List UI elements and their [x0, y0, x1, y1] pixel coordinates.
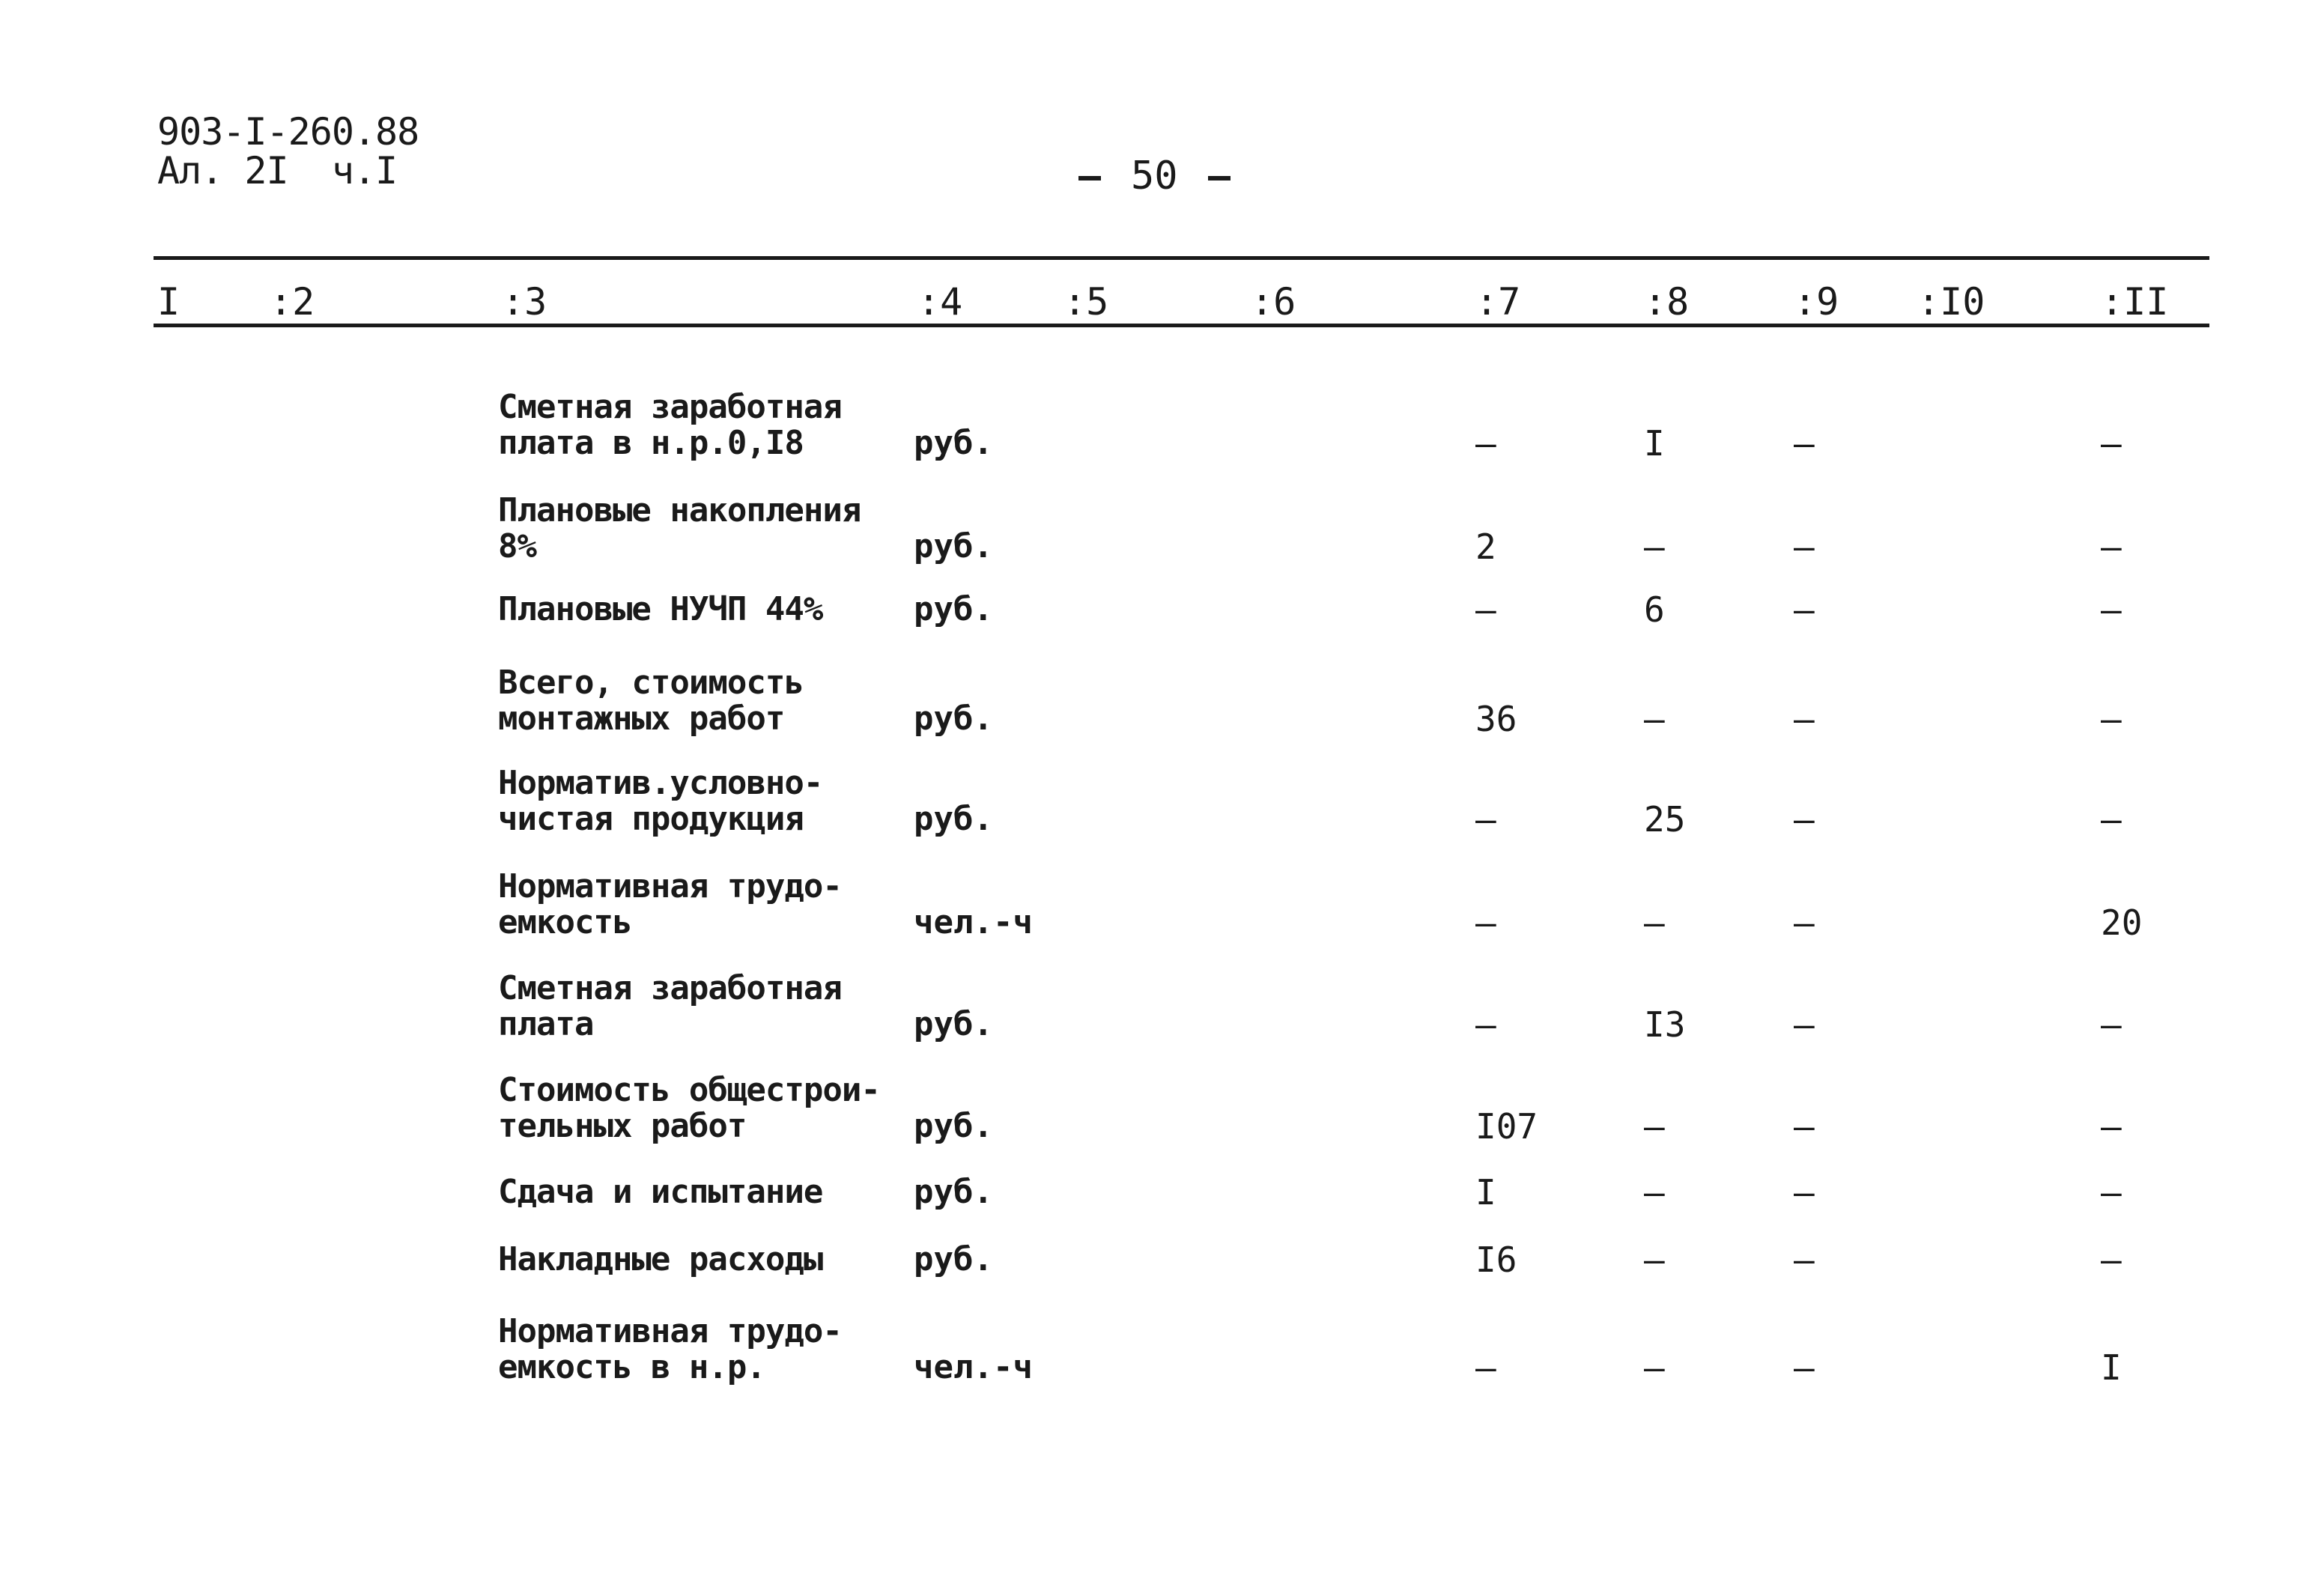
- cell-c9: –: [1794, 799, 1815, 840]
- cell-c9: –: [1794, 1004, 1815, 1045]
- cell-c8: –: [1644, 1106, 1665, 1147]
- cell-c8: I: [1644, 423, 1665, 464]
- cell-c7: I: [1475, 1172, 1496, 1213]
- cell-c8: –: [1644, 1240, 1665, 1280]
- cell-c9: –: [1794, 1106, 1815, 1147]
- page-number-value: 50: [1131, 154, 1178, 198]
- column-header-6: :6: [1251, 280, 1296, 324]
- cell-c7: I6: [1475, 1240, 1517, 1280]
- row-label: Сметная заработная плата: [498, 969, 842, 1043]
- cell-c8: I3: [1644, 1004, 1686, 1045]
- cell-c11: I: [2101, 1347, 2122, 1388]
- cell-c8: 6: [1644, 589, 1665, 630]
- cell-c7: –: [1475, 902, 1496, 943]
- row-unit: руб.: [914, 1107, 993, 1145]
- cell-c11: –: [2101, 527, 2122, 567]
- cell-c7: 36: [1475, 699, 1517, 739]
- document-code-line-1: 903-I-260.88: [157, 110, 419, 154]
- cell-c7: I07: [1475, 1106, 1538, 1147]
- cell-c11: –: [2101, 1240, 2122, 1280]
- column-header-2: :2: [270, 280, 315, 324]
- cell-c8: –: [1644, 527, 1665, 567]
- cell-c11: –: [2101, 799, 2122, 840]
- cell-c9: –: [1794, 527, 1815, 567]
- row-label: Накладные расходы: [498, 1240, 823, 1278]
- document-code-line-2: Ал. 2I ч.I: [157, 149, 398, 192]
- table-top-rule: [154, 256, 2209, 260]
- cell-c8: –: [1644, 1172, 1665, 1213]
- cell-c7: 2: [1475, 527, 1496, 567]
- column-header-7: :7: [1475, 280, 1521, 324]
- cell-c11: –: [2101, 423, 2122, 464]
- row-unit: чел.-ч: [914, 1348, 1033, 1386]
- row-label: Норматив.условно- чистая продукция: [498, 764, 823, 838]
- column-header-8: :8: [1644, 280, 1690, 324]
- row-unit: руб.: [914, 1005, 993, 1043]
- row-label: Сметная заработная плата в н.р.0,I8: [498, 388, 842, 462]
- cell-c9: –: [1794, 589, 1815, 630]
- row-unit: руб.: [914, 800, 993, 838]
- cell-c7: –: [1475, 799, 1496, 840]
- row-unit: руб.: [914, 424, 993, 462]
- row-unit: руб.: [914, 527, 993, 565]
- cell-c7: –: [1475, 589, 1496, 630]
- cell-c8: –: [1644, 902, 1665, 943]
- row-label: Нормативная трудо- емкость: [498, 867, 842, 941]
- row-unit: руб.: [914, 1240, 993, 1278]
- cell-c11: –: [2101, 589, 2122, 630]
- cell-c7: –: [1475, 423, 1496, 464]
- column-header-9: :9: [1794, 280, 1839, 324]
- dash-left: [1078, 176, 1101, 180]
- cell-c11: –: [2101, 1172, 2122, 1213]
- column-header-5: :5: [1063, 280, 1109, 324]
- cell-c7: –: [1475, 1347, 1496, 1388]
- cell-c11: 20: [2101, 902, 2143, 943]
- row-label: Нормативная трудо- емкость в н.р.: [498, 1312, 842, 1386]
- document-code: [157, 112, 419, 190]
- cell-c9: –: [1794, 699, 1815, 739]
- cell-c9: –: [1794, 1240, 1815, 1280]
- cell-c9: –: [1794, 423, 1815, 464]
- row-unit: руб.: [914, 590, 993, 628]
- column-header-4: :4: [917, 280, 963, 324]
- dash-right: [1208, 176, 1231, 180]
- column-header-3: :3: [502, 280, 547, 324]
- page-number: [1049, 154, 1260, 198]
- column-header-11: :II: [2101, 280, 2169, 324]
- table-header-rule: [154, 324, 2209, 327]
- row-unit: чел.-ч: [914, 903, 1033, 941]
- cell-c7: –: [1475, 1004, 1496, 1045]
- row-label: Плановые накопления 8%: [498, 491, 861, 565]
- cell-c9: –: [1794, 1347, 1815, 1388]
- cell-c11: –: [2101, 699, 2122, 739]
- row-label: Плановые НУЧП 44%: [498, 590, 823, 628]
- column-header-1: I: [157, 280, 180, 324]
- cell-c11: –: [2101, 1004, 2122, 1045]
- cell-c8: 25: [1644, 799, 1686, 840]
- cell-c9: –: [1794, 902, 1815, 943]
- column-header-10: :I0: [1917, 280, 1985, 324]
- cell-c11: –: [2101, 1106, 2122, 1147]
- row-unit: руб.: [914, 1173, 993, 1211]
- cell-c8: –: [1644, 699, 1665, 739]
- row-label: Стоимость общестрои- тельных работ: [498, 1071, 880, 1145]
- row-label: Всего, стоимость монтажных работ: [498, 664, 804, 738]
- cell-c9: –: [1794, 1172, 1815, 1213]
- cell-c8: –: [1644, 1347, 1665, 1388]
- row-label: Сдача и испытание: [498, 1173, 823, 1211]
- row-unit: руб.: [914, 700, 993, 738]
